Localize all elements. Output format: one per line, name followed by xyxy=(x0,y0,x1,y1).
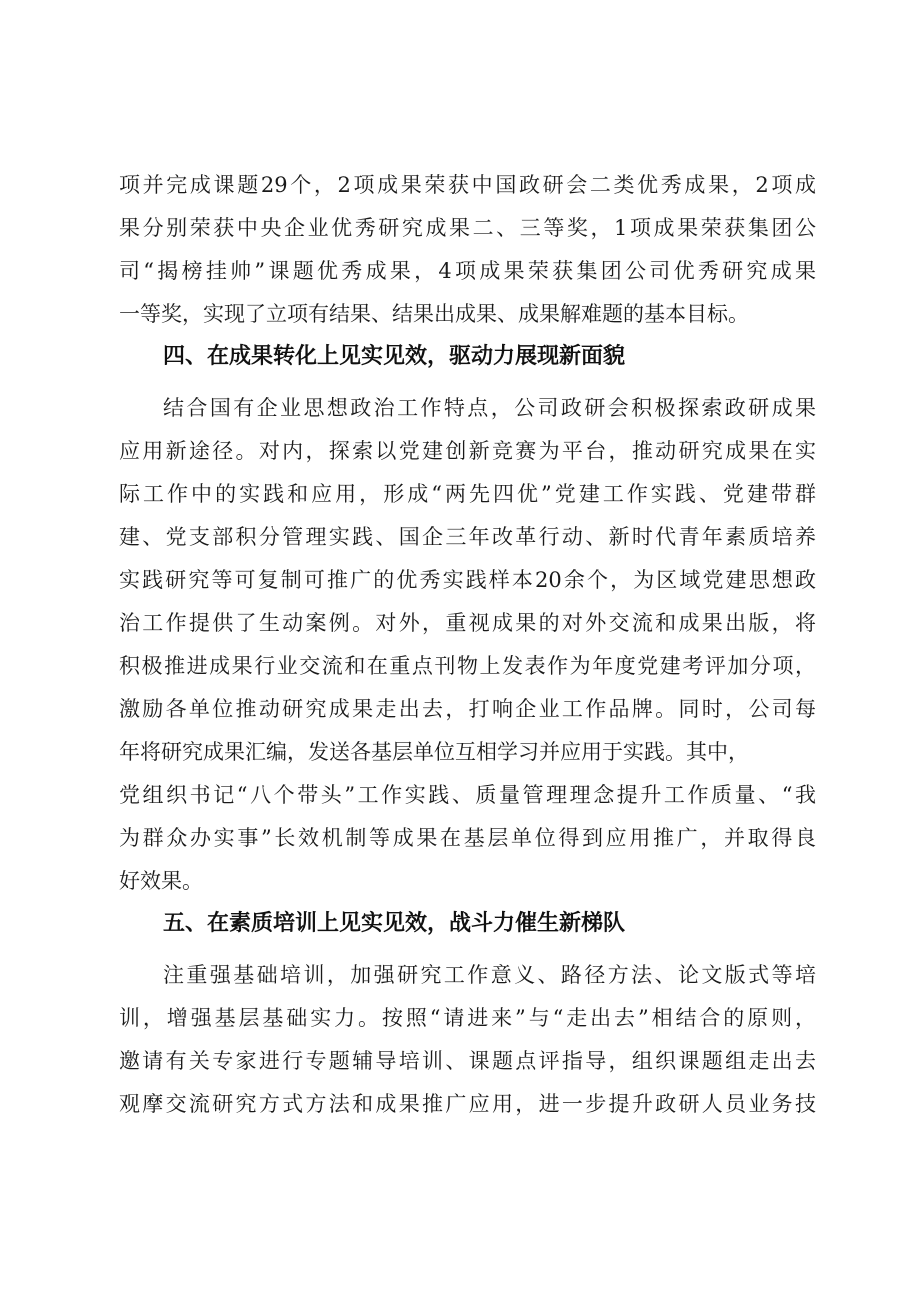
paragraph-line: 邀请有关专家进行专题辅导培训、课题点评指导，组织课题组走出去 xyxy=(119,1049,816,1073)
paragraph-line: 建、党支部积分管理实践、国企三年改革行动、新时代青年素质培养 xyxy=(119,525,816,549)
paragraph-line: 果分别荣获中央企业优秀研究成果二、三等奖，1项成果荣获集团公 xyxy=(119,216,816,240)
paragraph-line: 一等奖，实现了立项有结果、结果出成果、成果解难题的基本目标。 xyxy=(119,302,749,326)
section-heading-4: 四、在成果转化上见实见效，驱动力展现新面貌 xyxy=(163,344,626,369)
paragraph-line: 际工作中的实践和应用，形成“两先四优”党建工作实践、党建带群 xyxy=(119,482,816,506)
paragraph-line: 注重强基础培训，加强研究工作意义、路径方法、论文版式等培 xyxy=(163,963,816,987)
paragraph-line: 治工作提供了生动案例。对外，重视成果的对外交流和成果出版，将 xyxy=(119,611,816,635)
paragraph-line: 年将研究成果汇编，发送各基层单位互相学习并应用于实践。其中， xyxy=(119,740,749,764)
paragraph-line: 好效果。 xyxy=(119,869,203,893)
paragraph-line: 观摩交流研究方式方法和成果推广应用，进一步提升政研人员业务技 xyxy=(119,1092,816,1116)
section-heading-5: 五、在素质培训上见实见效，战斗力催生新梯队 xyxy=(163,911,626,936)
paragraph-line: 积极推进成果行业交流和在重点刊物上发表作为年度党建考评加分项， xyxy=(119,654,816,678)
paragraph-line: 激励各单位推动研究成果走出去，打响企业工作品牌。同时，公司每 xyxy=(119,697,816,721)
paragraph-line: 为群众办实事”长效机制等成果在基层单位得到应用推广，并取得良 xyxy=(119,826,816,850)
paragraph-line: 应用新途径。对内，探索以党建创新竞赛为平台，推动研究成果在实 xyxy=(119,439,816,463)
paragraph-line: 训，增强基层基础实力。按照“请进来”与“走出去”相结合的原则， xyxy=(119,1006,816,1030)
paragraph-line: 项并完成课题29个，2项成果荣获中国政研会二类优秀成果，2项成 xyxy=(119,173,816,197)
paragraph-line: 结合国有企业思想政治工作特点，公司政研会积极探索政研成果 xyxy=(163,396,816,420)
paragraph-line: 党组织书记“八个带头”工作实践、质量管理理念提升工作质量、“我 xyxy=(119,783,816,807)
paragraph-line: 司“揭榜挂帅”课题优秀成果，4项成果荣获集团公司优秀研究成果 xyxy=(119,259,816,283)
paragraph-line: 实践研究等可复制可推广的优秀实践样本20余个，为区域党建思想政 xyxy=(119,568,816,592)
